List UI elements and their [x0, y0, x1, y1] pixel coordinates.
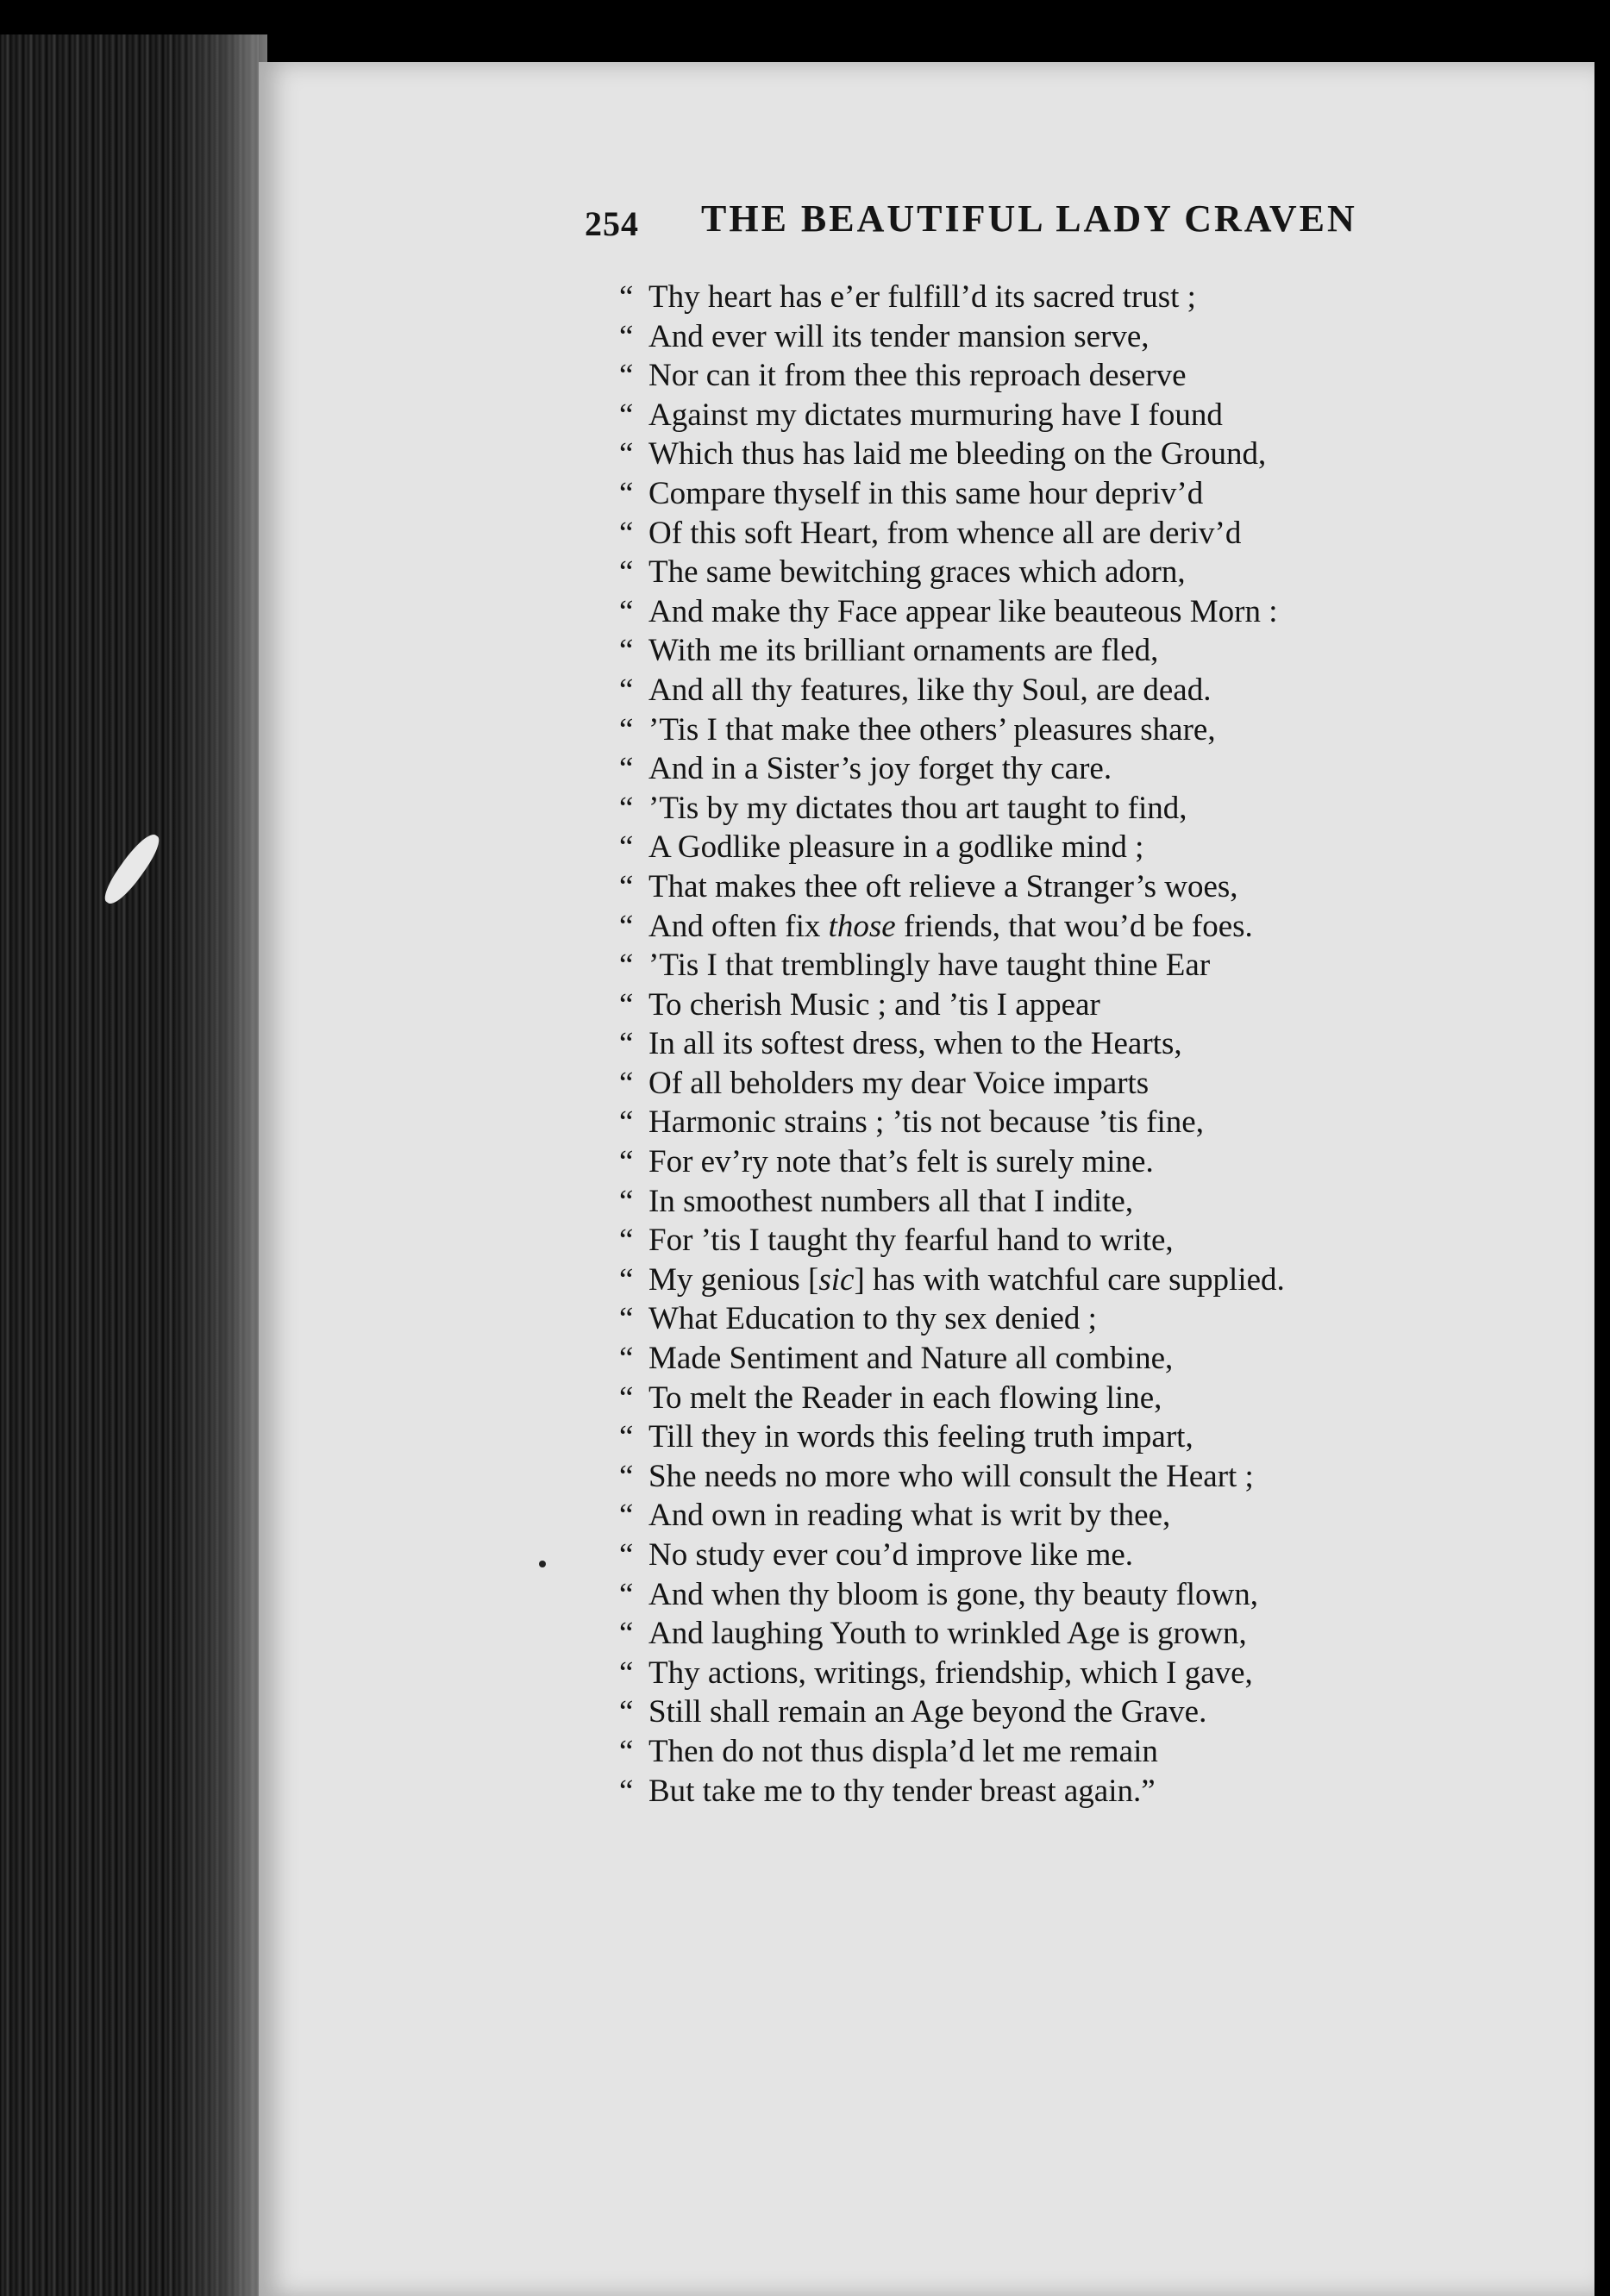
opening-quote-mark: “: [619, 1733, 634, 1769]
verse-text: To melt the Reader in each flowing line,: [648, 1379, 1162, 1416]
opening-quote-mark: “: [619, 1419, 634, 1455]
verse-line: [619, 867, 1482, 907]
verse-line: [619, 1261, 1482, 1300]
opening-quote-mark: “: [619, 711, 634, 748]
opening-quote-mark: “: [619, 790, 634, 826]
verse-line: [619, 1221, 1482, 1261]
opening-quote-mark: “: [619, 1773, 634, 1809]
verse-text: In all its softest dress, when to the Hearts,: [648, 1026, 1182, 1062]
verse-text: Made Sentiment and Nature all combine,: [648, 1341, 1174, 1377]
verse-text: For ev’ry note that’s felt is surely mine.: [648, 1144, 1154, 1180]
verse-line: [619, 985, 1482, 1025]
verse-text: And in a Sister’s joy forget thy care.: [648, 751, 1112, 787]
verse-line: [619, 1732, 1482, 1772]
verse-text: What Education to thy sex denied ;: [648, 1301, 1097, 1337]
ink-speck: [539, 1561, 546, 1567]
binding-shadow: [172, 34, 267, 2296]
verse-text: And when thy bloom is gone, thy beauty flown,: [648, 1576, 1259, 1612]
opening-quote-mark: “: [619, 672, 634, 708]
verse-italic-word: those: [828, 908, 896, 944]
opening-quote-mark: “: [619, 1261, 634, 1298]
opening-quote-mark: “: [619, 1616, 634, 1652]
verse-line: [619, 789, 1482, 829]
opening-quote-mark: “: [619, 751, 634, 787]
verse-line: [619, 1182, 1482, 1222]
verse-line: [619, 749, 1482, 789]
opening-quote-mark: “: [619, 475, 634, 511]
verse-line: [619, 553, 1482, 592]
verse-text: Then do not thus displa’d let me remain: [648, 1733, 1158, 1769]
opening-quote-mark: “: [619, 1576, 634, 1612]
verse-text: ’Tis by my dictates thou art taught to find,: [648, 790, 1187, 826]
verse-text: Still shall remain an Age beyond the Grave.: [648, 1694, 1207, 1730]
verse-text: A Godlike pleasure in a godlike mind ;: [648, 829, 1144, 866]
page-header: [585, 197, 1447, 257]
opening-quote-mark: “: [619, 1341, 634, 1377]
verse-line: [619, 1575, 1482, 1615]
verse-line: [619, 1614, 1482, 1654]
opening-quote-mark: “: [619, 868, 634, 904]
verse-text: But take me to thy tender breast again.”: [648, 1773, 1156, 1809]
verse-text: ’Tis I that tremblingly have taught thine Ear: [648, 948, 1211, 984]
running-head: THE BEAUTIFUL LADY CRAVEN: [701, 197, 1357, 240]
verse-text: Thy actions, writings, friendship, which I gave,: [648, 1655, 1253, 1691]
verse-text: And laughing Youth to wrinkled Age is grown,: [648, 1616, 1247, 1652]
verse-text: friends, that wou’d be foes.: [895, 908, 1253, 944]
verse-line: [619, 1064, 1482, 1104]
opening-quote-mark: “: [619, 1498, 634, 1534]
opening-quote-mark: “: [619, 1223, 634, 1259]
opening-quote-mark: “: [619, 1065, 634, 1101]
verse-line: [619, 514, 1482, 554]
poem-block: [619, 278, 1482, 1811]
verse-text: Nor can it from thee this reproach deserve: [648, 358, 1187, 394]
verse-text: ’Tis I that make thee others’ pleasures share,: [648, 711, 1216, 748]
verse-text: ] has with watchful care supplied.: [854, 1261, 1285, 1298]
opening-quote-mark: “: [619, 1694, 634, 1730]
verse-line: [619, 1379, 1482, 1418]
opening-quote-mark: “: [619, 1144, 634, 1180]
verse-text: Thy heart has e’er fulfill’d its sacred trust ;: [648, 279, 1196, 315]
verse-line: [619, 828, 1482, 867]
verse-line: [619, 1457, 1482, 1497]
opening-quote-mark: “: [619, 1026, 634, 1062]
verse-line: [619, 592, 1482, 632]
page-number: 254: [585, 204, 639, 243]
verse-text: And ever will its tender mansion serve,: [648, 318, 1150, 354]
verse-line: [619, 396, 1482, 435]
verse-line: [619, 1339, 1482, 1379]
verse-text: And own in reading what is writ by thee,: [648, 1498, 1171, 1534]
opening-quote-mark: “: [619, 1104, 634, 1141]
verse-line: [619, 1772, 1482, 1811]
verse-text: That makes thee oft relieve a Stranger’s woes,: [648, 868, 1238, 904]
verse-line: [619, 1299, 1482, 1339]
verse-line: [619, 435, 1482, 474]
verse-italic-word: sic: [818, 1261, 855, 1298]
opening-quote-mark: “: [619, 633, 634, 669]
verse-line: [619, 631, 1482, 671]
verse-line: [619, 1536, 1482, 1575]
verse-text: Against my dictates murmuring have I found: [648, 397, 1223, 433]
verse-text: With me its brilliant ornaments are fled,: [648, 633, 1159, 669]
verse-line: [619, 946, 1482, 985]
verse-line: [619, 1417, 1482, 1457]
verse-text: And make thy Face appear like beauteous Morn :: [648, 593, 1278, 629]
verse-text: Till they in words this feeling truth impart,: [648, 1419, 1193, 1455]
verse-text: My genious [: [648, 1261, 819, 1298]
opening-quote-mark: “: [619, 318, 634, 354]
verse-line: [619, 1103, 1482, 1142]
verse-line: [619, 1496, 1482, 1536]
verse-line: [619, 671, 1482, 710]
opening-quote-mark: “: [619, 908, 634, 944]
opening-quote-mark: “: [619, 1537, 634, 1573]
verse-text: For ’tis I taught thy fearful hand to write,: [648, 1223, 1174, 1259]
verse-line: [619, 1654, 1482, 1693]
verse-line: [619, 1142, 1482, 1182]
opening-quote-mark: “: [619, 1655, 634, 1691]
verse-line: [619, 474, 1482, 514]
verse-text: Compare thyself in this same hour depriv’d: [648, 475, 1204, 511]
opening-quote-mark: “: [619, 436, 634, 472]
verse-line: [619, 356, 1482, 396]
verse-line: [619, 1024, 1482, 1064]
opening-quote-mark: “: [619, 515, 634, 551]
verse-line: [619, 710, 1482, 750]
opening-quote-mark: “: [619, 1458, 634, 1494]
verse-line: [619, 317, 1482, 357]
opening-quote-mark: “: [619, 1301, 634, 1337]
verse-text: Which thus has laid me bleeding on the Ground,: [648, 436, 1267, 472]
verse-text: To cherish Music ; and ’tis I appear: [648, 986, 1100, 1023]
opening-quote-mark: “: [619, 1183, 634, 1219]
verse-text: And all thy features, like thy Soul, are dead.: [648, 672, 1212, 708]
opening-quote-mark: “: [619, 593, 634, 629]
verse-text: In smoothest numbers all that I indite,: [648, 1183, 1134, 1219]
verse-text: Harmonic strains ; ’tis not because ’tis fine,: [648, 1104, 1204, 1141]
opening-quote-mark: “: [619, 358, 634, 394]
verse-text: The same bewitching graces which adorn,: [648, 554, 1186, 591]
verse-text: No study ever cou’d improve like me.: [648, 1537, 1134, 1573]
verse-text: She needs no more who will consult the Heart ;: [648, 1458, 1254, 1494]
opening-quote-mark: “: [619, 397, 634, 433]
opening-quote-mark: “: [619, 1379, 634, 1416]
verse-line: [619, 907, 1482, 947]
opening-quote-mark: “: [619, 554, 634, 591]
opening-quote-mark: “: [619, 948, 634, 984]
opening-quote-mark: “: [619, 829, 634, 866]
verse-text: And often fix: [648, 908, 829, 944]
verse-text: Of all beholders my dear Voice imparts: [648, 1065, 1150, 1101]
verse-line: [619, 1692, 1482, 1732]
verse-text: Of this soft Heart, from whence all are deriv’d: [648, 515, 1242, 551]
verse-line: [619, 278, 1482, 317]
opening-quote-mark: “: [619, 279, 634, 315]
opening-quote-mark: “: [619, 986, 634, 1023]
